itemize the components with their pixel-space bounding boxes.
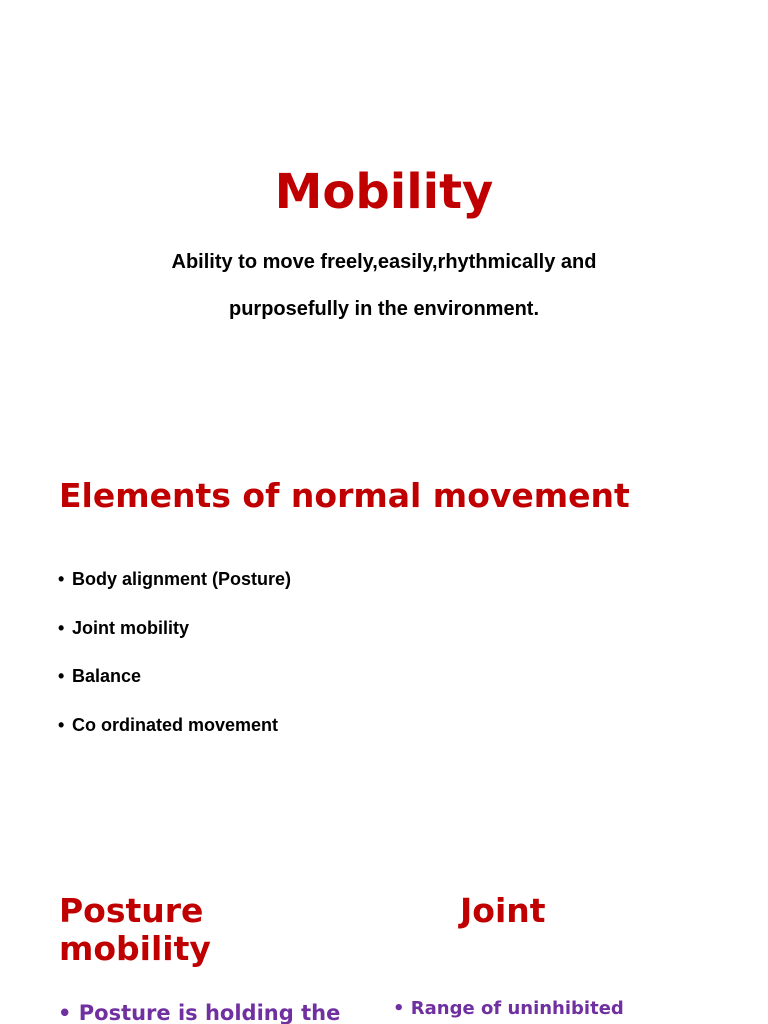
joint-heading: Joint: [460, 891, 546, 930]
bullet-icon: •: [393, 998, 405, 1019]
posture-heading: [59, 892, 379, 968]
list-item-text: Co ordinated movement: [72, 714, 279, 735]
bullet-icon: •: [58, 666, 65, 686]
list-item: [58, 712, 291, 761]
bullet-icon: •: [58, 1001, 72, 1024]
posture-heading-line-1: Posture: [59, 891, 204, 930]
elements-heading: Elements of normal movement: [59, 476, 630, 515]
definition-line-2: purposefully in the environment.: [228, 298, 540, 320]
list-item: [58, 663, 291, 712]
bullet-icon: •: [58, 714, 65, 735]
list-item: [58, 615, 291, 664]
slide-title: Mobility: [274, 164, 494, 220]
list-item-text: Joint mobility: [72, 617, 189, 638]
definition-line-1: Ability to move freely,easily,rhythmically and: [171, 251, 597, 273]
joint-first-item-text: Range of uninhibited: [410, 998, 624, 1019]
list-item-text: Balance: [72, 666, 142, 686]
bullet-icon: •: [58, 569, 65, 589]
joint-first-item: [393, 996, 624, 1022]
list-item-text: Body alignment (Posture): [72, 569, 292, 589]
bullet-icon: •: [58, 617, 65, 638]
elements-list: [58, 566, 291, 760]
posture-first-item: [58, 998, 340, 1024]
posture-heading-line-2: mobility: [59, 929, 211, 968]
list-item: [58, 566, 291, 615]
posture-first-item-text: Posture is holding the: [78, 1001, 341, 1024]
